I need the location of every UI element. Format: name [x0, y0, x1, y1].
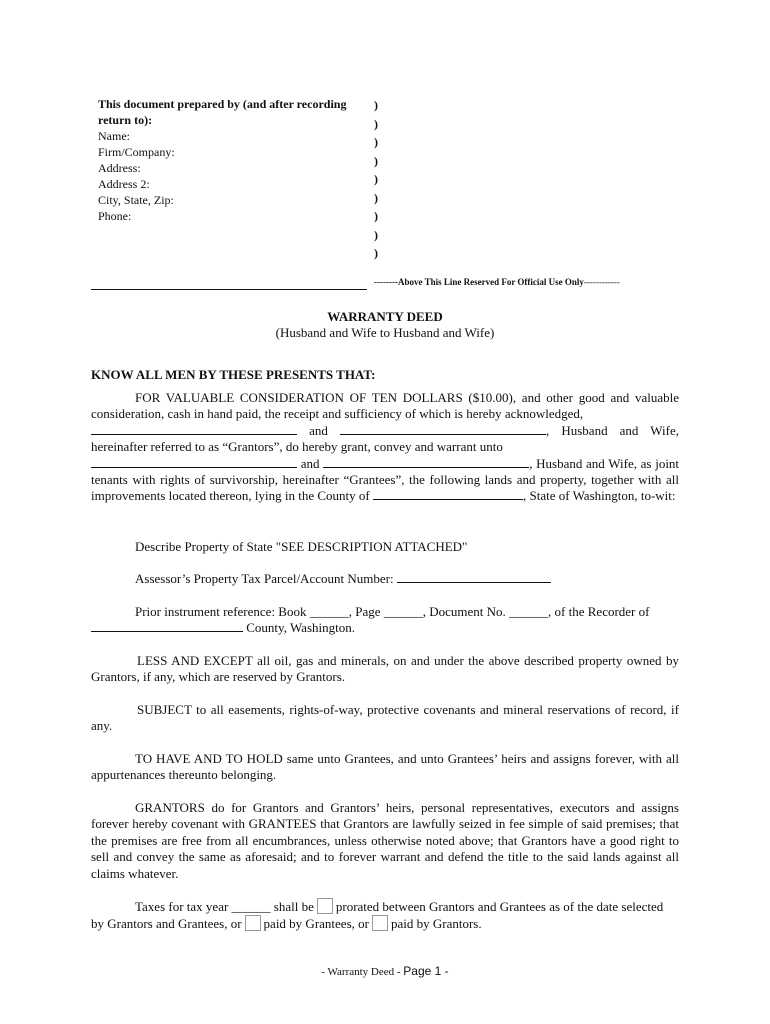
covenant-paragraph: [91, 800, 679, 882]
know-all-men-heading: KNOW ALL MEN BY THESE PRESENTS THAT:: [91, 367, 376, 382]
taxes-text-b: prorated between Grantors and Grantees as of the date selected by Grantors and Grantees, or: [91, 899, 664, 932]
official-use-text: Above This Line Reserved For Official Use Only: [397, 277, 584, 287]
paren: ): [374, 227, 378, 242]
subject-paragraph: [91, 702, 679, 735]
paren: ): [374, 153, 378, 168]
paid-by-grantors-checkbox[interactable]: [372, 915, 388, 931]
habendum-text: TO HAVE AND TO HOLD same unto Grantees, and unto Grantees’ heirs and assigns forever, with all appurtenances thereunto belonging.: [91, 751, 679, 783]
taxes-paragraph: [91, 898, 679, 933]
official-use-dashes-right: ------------: [583, 277, 620, 287]
prior-instrument-paragraph: [91, 604, 679, 637]
county-blank[interactable]: [373, 488, 523, 500]
grantors-clause: hereinafter referred to as “Grantors”, do hereby grant, convey and warrant unto: [91, 439, 503, 455]
page-footer: [0, 964, 770, 978]
paren: ): [374, 190, 378, 205]
and-word: and: [300, 455, 320, 471]
consideration-paragraph: [91, 390, 679, 505]
less-except-paragraph: [91, 653, 679, 686]
footer-document-name: - Warranty Deed -: [321, 966, 401, 978]
address2-field-label: Address 2:: [98, 177, 150, 191]
and-word: and: [309, 422, 328, 438]
prorated-checkbox[interactable]: [317, 898, 333, 914]
describe-property-text: Describe Property of State "SEE DESCRIPTION ATTACHED": [135, 539, 468, 554]
prior-instrument-text: Prior instrument reference: Book ______, Page ______, Document No. ______, of the Recorder of: [135, 604, 650, 619]
grantor2-blank[interactable]: [340, 423, 546, 435]
covenant-text: GRANTORS do for Grantors and Grantors’ heirs, personal representatives, executors and assigns forever hereby covenant with GRANTEES that Grantors are lawfully seized in fee simple of said premises; that the premises are free from all encumbrances, unless otherwise noted above; that Grantors have a good right to sell and convey the same as aforesaid; and to forever warrant and defend the title to the said lands against all claims whatever.: [91, 800, 679, 881]
grantee1-blank[interactable]: [91, 456, 297, 468]
footer-page-number: Page 1 -: [403, 964, 449, 978]
official-use-dashes-left: --------: [374, 277, 398, 287]
recording-divider-line: [91, 289, 367, 290]
grantees-clause: joint tenants with rights of survivorship, hereinafter “Grantees”, the following lands and property, together with all improvements located thereon, lying in the County of: [91, 455, 680, 504]
assessor-text: Assessor’s Property Tax Parcel/Account Number:: [135, 571, 394, 586]
paren: ): [374, 172, 378, 186]
less-except-text: LESS AND EXCEPT all oil, gas and minerals, on and under the above described property owned by Grantors, if any, which are reserved by Grantors.: [91, 653, 679, 685]
assessor-line: [91, 571, 679, 587]
official-use-line: [374, 277, 620, 287]
parenthesis-column: [374, 96, 378, 263]
subject-text: SUBJECT to all easements, rights-of-way, protective covenants and mineral reservations of record, if any.: [91, 702, 679, 734]
name-field-label: Name:: [98, 129, 130, 143]
phone-field-label: Phone:: [98, 209, 132, 223]
prepared-by-block: [98, 96, 370, 224]
document-title: WARRANTY DEED: [327, 309, 443, 324]
city-state-zip-field-label: City, State, Zip:: [98, 193, 174, 207]
prior-county-blank[interactable]: [91, 620, 243, 632]
parcel-number-blank[interactable]: [397, 571, 551, 583]
taxes-text-c: paid by Grantees, or: [263, 916, 369, 932]
grantor1-blank[interactable]: [91, 423, 297, 435]
husband-wife-as-text: , Husband and Wife, as: [529, 455, 652, 471]
paren: ): [374, 116, 378, 131]
firm-field-label: Firm/Company:: [98, 145, 175, 159]
paid-by-grantees-checkbox[interactable]: [245, 915, 261, 931]
paren: ): [374, 98, 378, 112]
grantee2-blank[interactable]: [323, 456, 529, 468]
habendum-paragraph: [91, 751, 679, 784]
prepared-by-heading: This document prepared by (and after recording return to):: [98, 97, 347, 127]
consideration-text: FOR VALUABLE CONSIDERATION OF TEN DOLLARS ($10.00), and other good and valuable consideration, cash in hand paid, the receipt and sufficiency of which is hereby acknowledged,: [91, 390, 679, 422]
document-subtitle: (Husband and Wife to Husband and Wife): [275, 325, 495, 340]
prior-county-text: County, Washington.: [246, 620, 355, 636]
address-field-label: Address:: [98, 161, 141, 175]
describe-property-line: [91, 539, 679, 555]
paren: ): [374, 135, 378, 149]
taxes-text-d: paid by Grantors.: [390, 916, 482, 932]
county-tail: , State of Washington, to-wit:: [522, 488, 676, 504]
taxes-text-a: Taxes for tax year ______ shall be: [135, 899, 314, 914]
husband-wife-text: , Husband and Wife,: [546, 422, 680, 438]
paren: ): [374, 209, 378, 223]
paren: ): [374, 246, 378, 260]
